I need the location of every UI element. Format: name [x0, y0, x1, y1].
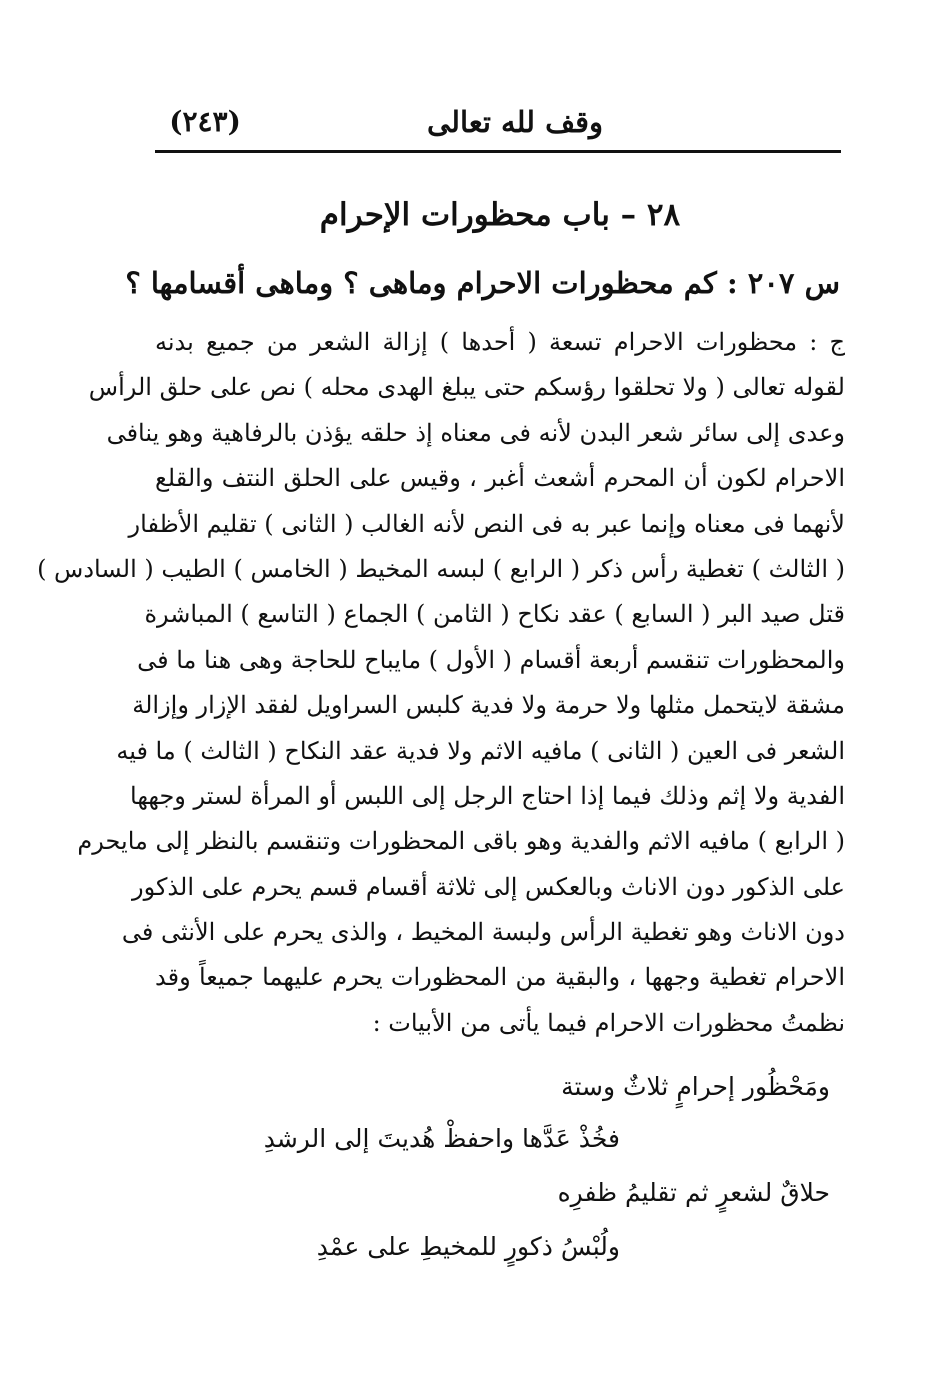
answer-line: وعدى إلى سائر شعر البدن لأنه فى معناه إذ حلقه يؤذن بالرفاهية وهو ينافى — [106, 418, 845, 447]
answer-line: مشقة لايتحمل مثلها ولا حرمة ولا فدية كلبس السراويل لفقد الإزار وإزالة — [132, 691, 845, 720]
header-rule — [155, 150, 841, 153]
answer-line: الاحرام تغطية وجهها ، والبقية من المحظورات يحرم عليهما جميعاً وقد — [155, 963, 846, 992]
answer-line: ( الثالث ) تغطية رأس ذكر ( الرابع ) لبسه المخيط ( الخامس ) الطيب ( السادس ) — [37, 554, 845, 583]
chapter-heading: ٢٨ – باب محظورات الإحرام — [319, 197, 681, 233]
answer-paragraph — [37, 320, 846, 1046]
answer-line: والمحظورات تنقسم أربعة أقسام ( الأول ) مايباح للحاجة وهى هنا ما فى — [137, 645, 845, 674]
answer-line: ( الرابع ) مافيه الاثم والفدية وهو باقى المحظورات وتنقسم بالنظر إلى مايحرم — [77, 827, 845, 856]
answer-line: لأنهما فى معناه وإنما عبر به فى النص لأنه الغالب ( الثانى ) تقليم الأظفار — [128, 509, 845, 538]
question-text: س ٢٠٧ : كم محظورات الاحرام وماهى ؟ وماهى أقسامها ؟ — [125, 266, 840, 300]
verse-line-3: حلاقٌ لشعرٍ ثم تقليمُ ظفرِه — [557, 1178, 830, 1207]
answer-line: الفدية ولا إثم وذلك فيما إذا احتاج الرجل إلى اللبس أو المرأة لستر وجهها — [130, 781, 845, 810]
verse-line-4: ولُبْسُ ذكورٍ للمخيطِ على عمْدِ — [316, 1232, 620, 1261]
answer-line: الاحرام لكون أن المحرم أشعث أغبر ، وقيس على الحلق النتف والقلع — [155, 464, 845, 493]
verse-line-1: ومَحْظُور إحرامٍ ثلاثٌ وستة — [561, 1072, 830, 1101]
page-number: (٢٤٣) — [169, 105, 241, 138]
answer-line: الشعر فى العين ( الثانى ) مافيه الاثم ولا فدية عقد النكاح ( الثالث ) ما فيه — [116, 736, 845, 765]
answer-line: قتل صيد البر ( السابع ) عقد نكاح ( الثامن ) الجماع ( التاسع ) المباشرة — [144, 600, 845, 629]
running-title: وقف لله تعالى — [427, 105, 603, 139]
answer-line: نظمتُ محظورات الاحرام فيما يأتى من الأبيات : — [372, 1008, 845, 1037]
answer-line: دون الاناث وهو تغطية الرأس ولبسة المخيط ، والذى يحرم على الأنثى فى — [121, 918, 845, 947]
answer-line: على الذكور دون الاناث وبالعكس إلى ثلاثة أقسام قسم يحرم على الذكور — [132, 872, 845, 901]
answer-line: لقوله تعالى ( ولا تحلقوا رؤسكم حتى يبلغ الهدى محله ) نص على حلق الرأس — [88, 373, 845, 402]
answer-line: ج : محظورات الاحرام تسعة ( أحدها ) إزالة الشعر من جميع بدنه — [155, 328, 845, 356]
verse-line-2: فخُذْ عَدَّها واحفظْ هُديتَ إلى الرشدِ — [263, 1124, 620, 1153]
